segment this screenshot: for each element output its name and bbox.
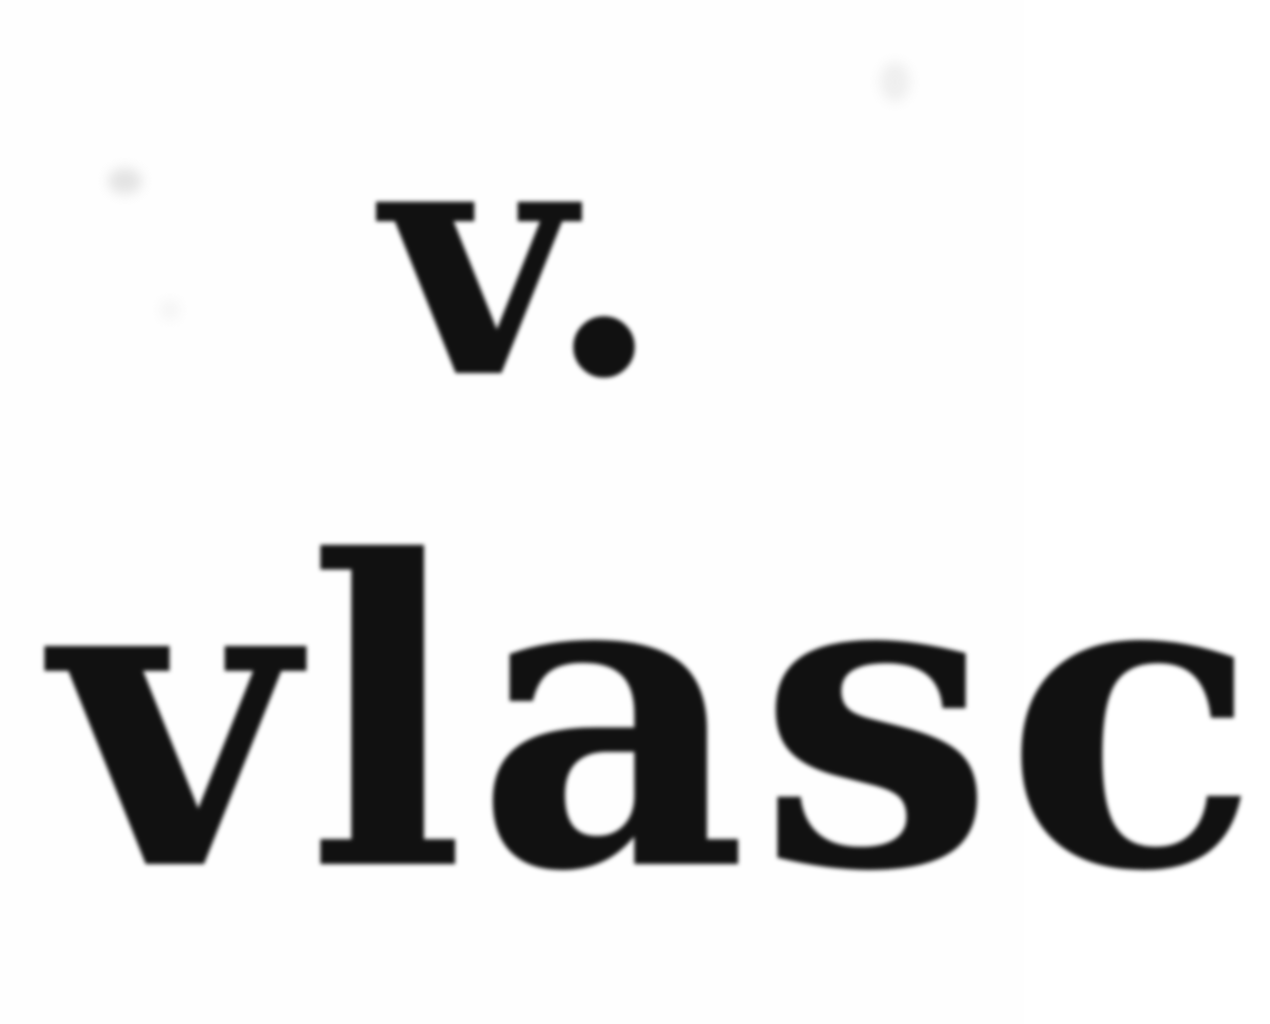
paper-speck xyxy=(160,300,180,320)
text-line-word-fragment: vlasc xyxy=(52,471,1270,964)
paper-speck xyxy=(880,62,910,102)
paper-speck xyxy=(108,168,142,194)
text-line-abbreviation: v. xyxy=(382,63,668,451)
